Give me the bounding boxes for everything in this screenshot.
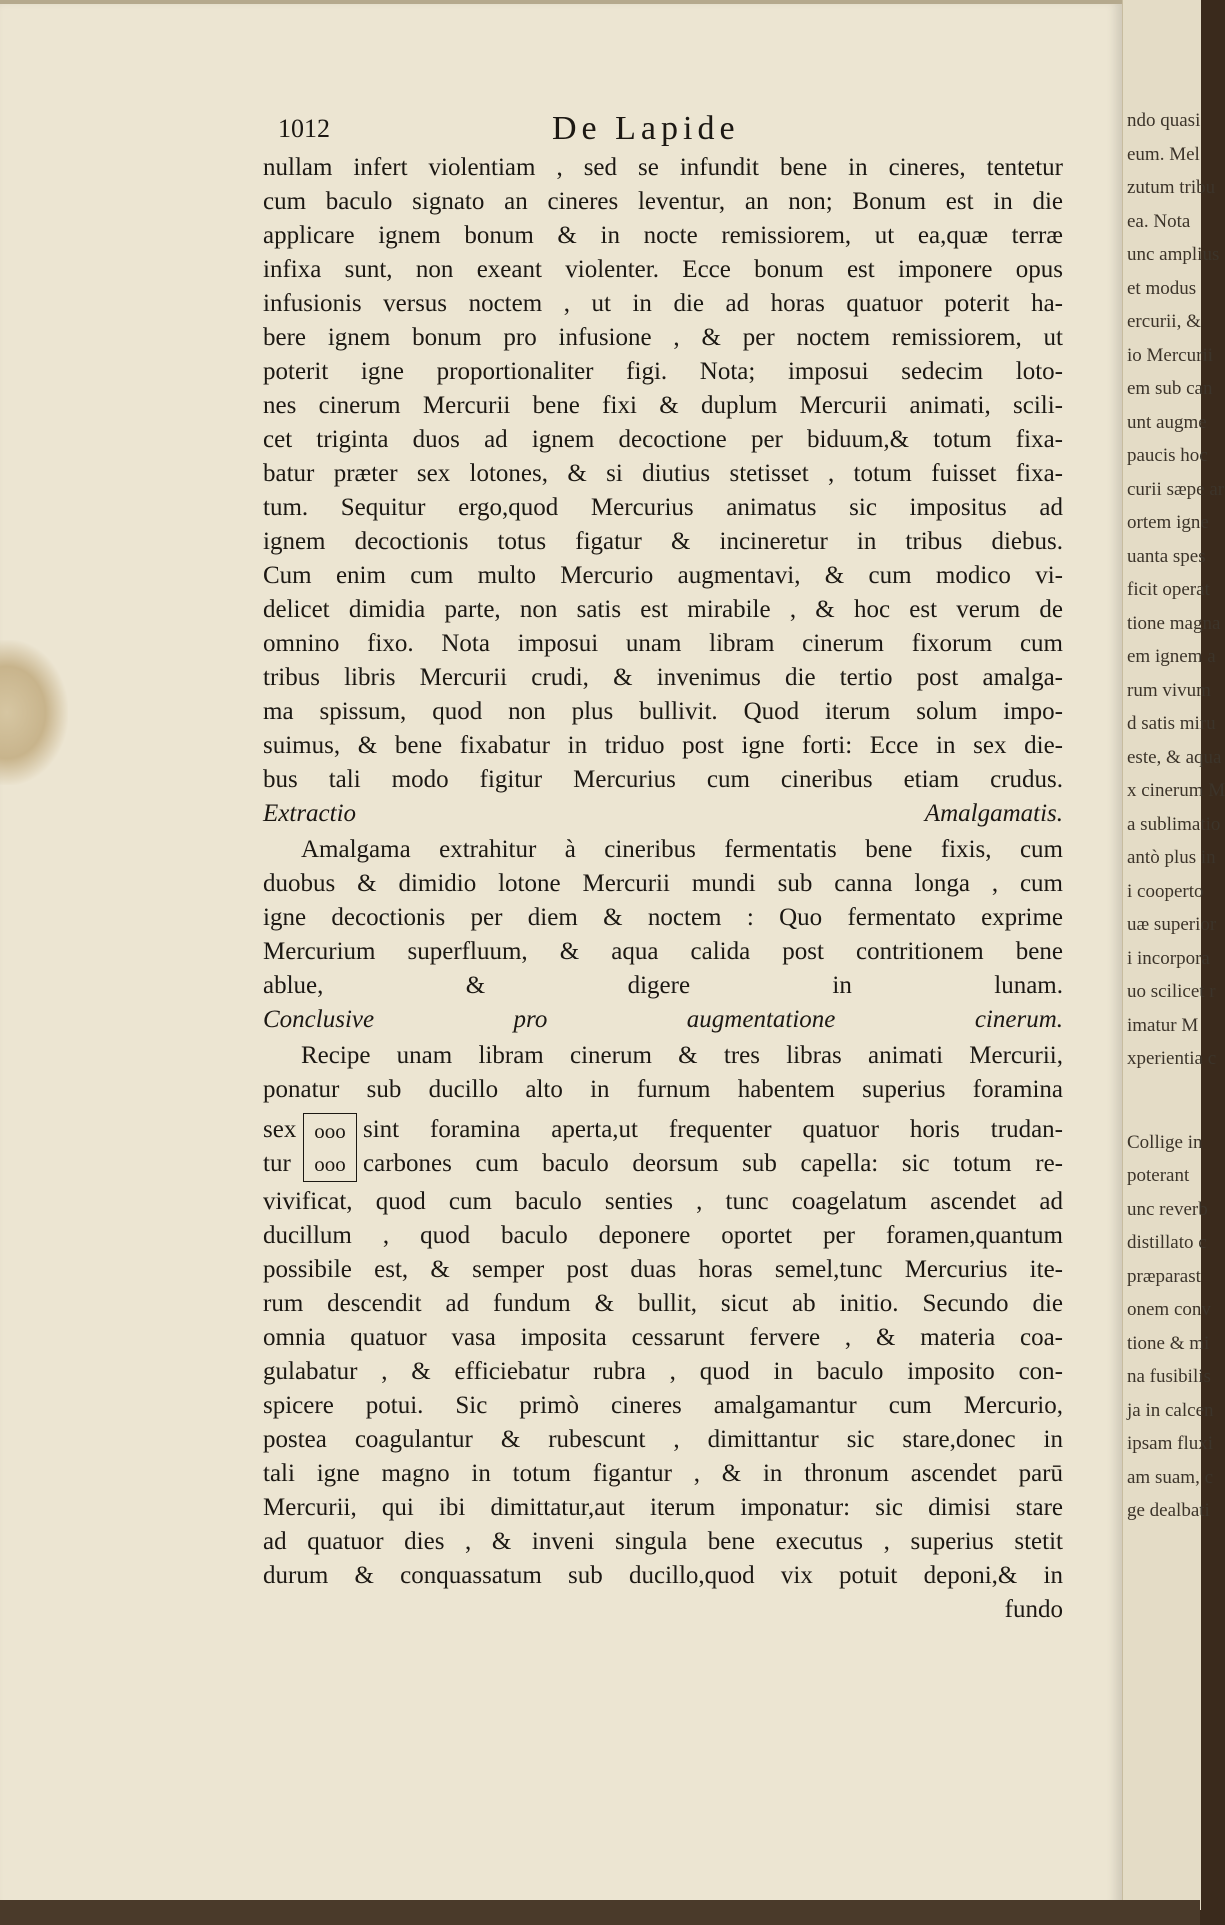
adjacent-page-fragment: ipsam fluxi (1127, 1433, 1214, 1454)
adjacent-page-edge (1122, 0, 1225, 1910)
text-line: tali igne magno in totum figantur , & in thronum ascendet parū (263, 1460, 1063, 1487)
text-line: bus tali modo figitur Mercurius cum cineribus etiam crudus. (263, 766, 1063, 793)
section-heading-extraction: Extractio Amalgamatis. (263, 800, 1063, 827)
adjacent-page-fragment: ja in calcen (1127, 1399, 1214, 1421)
adjacent-page-fragment: antò plus in (1127, 847, 1216, 868)
adjacent-page-fragment: uanta spes (1127, 545, 1206, 567)
adjacent-page-fragment: præparast (1127, 1265, 1201, 1287)
text-line: postea coagulantur & rubescunt , dimittantur sic stare,donec in (263, 1426, 1063, 1453)
page-header (278, 110, 1058, 150)
adjacent-page-fragment: zutum tribu (1127, 177, 1216, 198)
text-line: Recipe unam libram cinerum & tres libras animati Mercurii, (301, 1042, 1063, 1069)
text-line: Mercurii, qui ibi dimittatur,aut iterum imponatur: sic dimisi stare (263, 1494, 1063, 1521)
adjacent-page-fragment: em sub can (1127, 378, 1213, 399)
adjacent-page-fragment: Collige in (1127, 1131, 1203, 1153)
paragraph-section-1 (263, 151, 1063, 797)
text-line: ducillum , quod baculo deponere oportet per foramen,quantum (263, 1222, 1063, 1249)
text-line: nes cinerum Mercurii bene fixi & duplum Mercurii animati, scili- (263, 392, 1063, 419)
text-line: spicere potui. Sic primò cineres amalgamantur cum Mercurio, (263, 1392, 1063, 1419)
adjacent-page-fragment: ercurii, & (1127, 311, 1201, 332)
adjacent-page-fragment: tione & mi (1127, 1332, 1210, 1354)
text-line: vivificat, quod cum baculo senties , tunc coagelatum ascendet ad (263, 1188, 1063, 1215)
running-title: De Lapide (552, 110, 740, 147)
adjacent-page-fragment: d satis miru (1127, 713, 1216, 734)
text-line: ad quatuor dies , & inveni singula bene executus , superius stetit (263, 1528, 1063, 1555)
adjacent-page-fragment: este, & aqua (1127, 746, 1222, 768)
adjacent-page-fragment: ndo quasi (1127, 110, 1201, 131)
text-line: batur præter sex lotones, & si diutius stetisset , totum fuisset fixa- (263, 460, 1063, 487)
adjacent-page-fragment: curii sæpe ar (1127, 478, 1225, 500)
diagram-row-text: carbones cum baculo deorsum sub capella: sic totum re- (363, 1150, 1063, 1177)
page-number: 1012 (278, 114, 330, 143)
adjacent-page-fragment: i cooperto (1127, 880, 1204, 902)
diagram-row (263, 1147, 1063, 1181)
adjacent-page-fragment: uo scilicet r (1127, 981, 1216, 1002)
diagram-lead-word: sex (263, 1116, 297, 1143)
text-line: ignem decoctionis totus figatur & incineretur in tribus diebus. (263, 528, 1063, 555)
adjacent-page-fragment: tione magna (1127, 612, 1221, 634)
section-heading-conclusive: Conclusive pro augmentatione cinerum. (263, 1006, 1063, 1033)
diagram-row (263, 1113, 1063, 1147)
text-line: rum descendit ad fundum & bullit, sicut ab initio. Secundo die (263, 1290, 1063, 1317)
adjacent-page-fragment: a sublimatio (1127, 813, 1221, 835)
adjacent-page-fragment: x cinerum M (1127, 780, 1225, 801)
adjacent-page-fragment: ortem igne (1127, 512, 1209, 533)
text-line: delicet dimidia parte, non satis est mirabile , & hoc est verum de (263, 596, 1063, 623)
text-line: infusionis versus noctem , ut in die ad horas quatuor poterit ha- (263, 290, 1063, 317)
adjacent-page-fragment: xperientia c (1127, 1048, 1217, 1069)
text-line: ma spissum, quod non plus bullivit. Quod iterum solum impo- (263, 698, 1063, 725)
adjacent-page-fragment: em ignem a (1127, 646, 1216, 667)
text-line: possibile est, & semper post duas horas semel,tunc Mercurius ite- (263, 1256, 1063, 1283)
adjacent-page-fragment: eum. Mel (1127, 143, 1200, 165)
text-line: nullam infert violentiam , sed se infundit bene in cineres, tentetur (263, 154, 1063, 181)
text-line: Mercurium superfluum, & aqua calida post contritionem bene (263, 938, 1063, 965)
text-line: ablue, & digere in lunam. (263, 972, 1063, 999)
adjacent-page-fragment: distillato c (1127, 1232, 1207, 1253)
book-bottom-edge (0, 1900, 1200, 1925)
adjacent-page-fragment: unt augme (1127, 411, 1207, 433)
paper-fiber-tuft (0, 640, 68, 785)
furnace-holes-diagram (263, 1113, 1063, 1181)
adjacent-page-fragment: na fusibilis (1127, 1366, 1211, 1387)
page-top-edge (0, 0, 1122, 4)
adjacent-page-fragment: paucis hoc (1127, 445, 1208, 466)
text-line: applicare ignem bonum & in nocte remissiorem, ut ea,quæ terræ (263, 222, 1063, 249)
adjacent-page-fragment: ficit operat (1127, 579, 1210, 600)
adjacent-page-fragment: uæ superior (1127, 914, 1217, 935)
text-line: gulabatur , & efficiebatur rubra , quod in baculo imposito con- (263, 1358, 1063, 1385)
adjacent-page-fragment: imatur M (1127, 1014, 1199, 1036)
text-line: tum. Sequitur ergo,quod Mercurius animatus sic impositus ad (263, 494, 1063, 521)
diagram-lead-word: tur (263, 1150, 291, 1177)
text-line: omnino fixo. Nota imposui unam libram cinerum fixorum cum (263, 630, 1063, 657)
catchword: fundo (1004, 1596, 1063, 1623)
text-line: Cum enim cum multo Mercurio augmentavi, & cum modico vi- (263, 562, 1063, 589)
text-line: infixa sunt, non exeant violenter. Ecce bonum est imponere opus (263, 256, 1063, 283)
diagram-row-text: sint foramina aperta,ut frequenter quatuor horis trudan- (363, 1116, 1063, 1143)
text-line: suimus, & bene fixabatur in triduo post igne forti: Ecce in sex die- (263, 732, 1063, 759)
adjacent-page-fragment: unc reverb (1127, 1198, 1208, 1220)
text-line: omnia quatuor vasa imposita cessarunt fervere , & materia coa- (263, 1324, 1063, 1351)
paragraph-section-2 (263, 833, 1063, 1003)
adjacent-page-fragment: onem conv (1127, 1299, 1211, 1320)
adjacent-page-fragment: unc amplius (1127, 244, 1220, 265)
adjacent-page-fragment: ea. Nota (1127, 210, 1191, 232)
text-line: ponatur sub ducillo alto in furnum habentem superius foramina (263, 1076, 1063, 1103)
adjacent-page-fragment: i incorpora (1127, 947, 1210, 969)
adjacent-page-fragment: am suam, c (1127, 1466, 1214, 1488)
text-line: Amalgama extrahitur à cineribus fermentatis bene fixis, cum (301, 836, 1063, 863)
text-line: cet triginta duos ad ignem decoctione per biduum,& totum fixa- (263, 426, 1063, 453)
adjacent-page-fragment: et modus (1127, 277, 1197, 299)
text-line: poterit igne proportionaliter figi. Nota; imposui sedecim loto- (263, 358, 1063, 385)
text-line: bere ignem bonum pro infusione , & per noctem remissiorem, ut (263, 324, 1063, 351)
text-line: cum baculo signato an cineres leventur, an non; Bonum est in die (263, 188, 1063, 215)
text-line: duobus & dimidio lotone Mercurii mundi sub canna longa , cum (263, 870, 1063, 897)
text-line: durum & conquassatum sub ducillo,quod vix potuit deponi,& in (263, 1562, 1063, 1589)
adjacent-page-fragment: io Mercurii (1127, 344, 1214, 366)
paragraph-section-3 (263, 1039, 1063, 1107)
text-line: tribus libris Mercurii crudi, & invenimus die tertio post amalga- (263, 664, 1063, 691)
furnace-holes-box: ooo (303, 1113, 357, 1148)
text-line: igne decoctionis per diem & noctem : Quo fermentato exprime (263, 904, 1063, 931)
adjacent-page-fragment: poterant (1127, 1165, 1190, 1186)
text-block (263, 151, 1063, 1627)
adjacent-page-fragment: rum vivum (1127, 679, 1211, 701)
adjacent-page-fragment: ge dealbati (1127, 1500, 1210, 1521)
paragraph-section-4 (263, 1185, 1063, 1593)
furnace-holes-box: ooo (303, 1147, 357, 1182)
